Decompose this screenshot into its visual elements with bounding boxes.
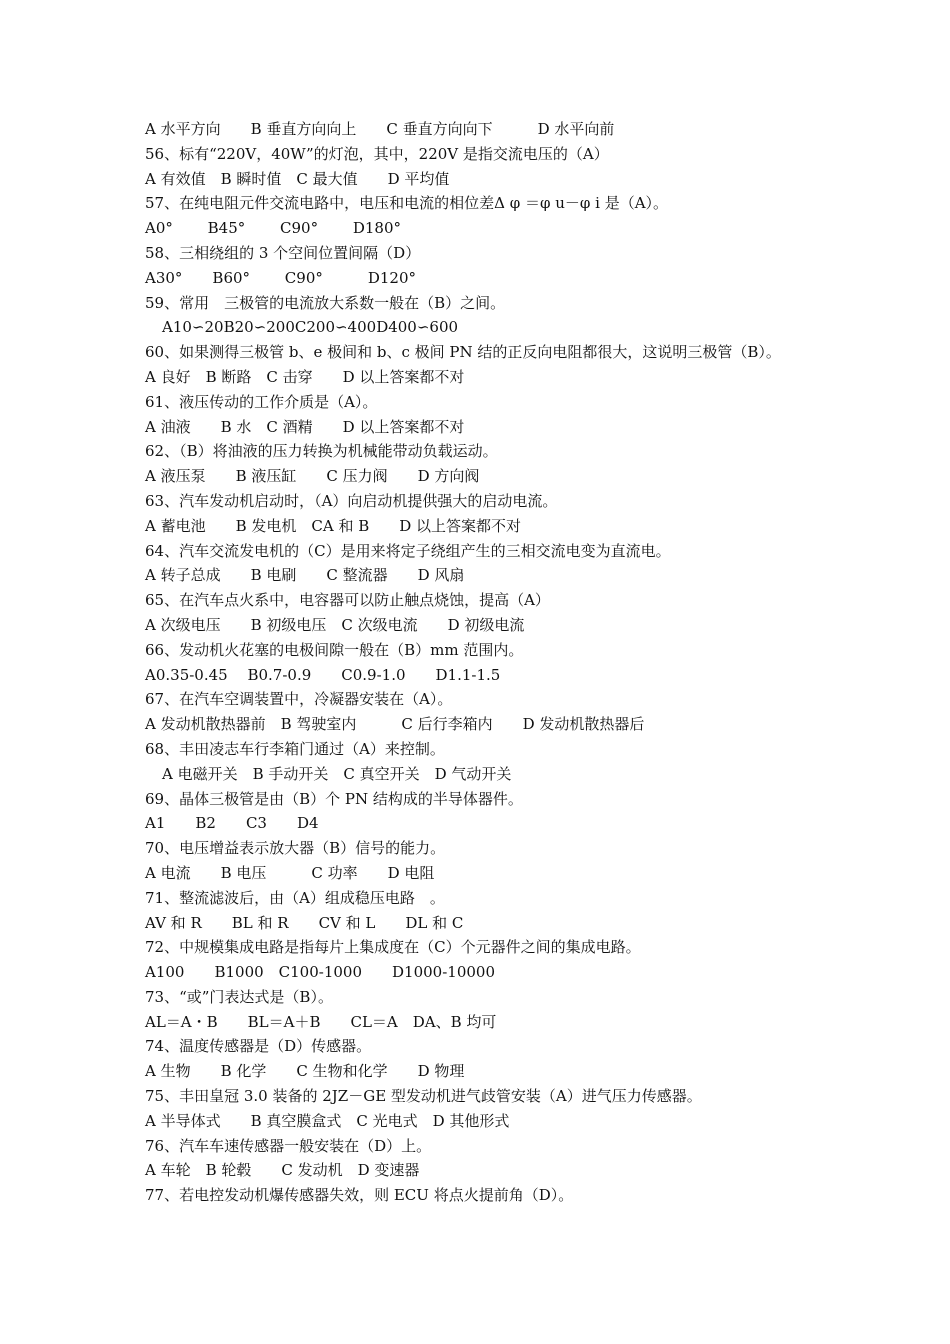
question-57: 57、在纯电阻元件交流电路中，电压和电流的相位差Δ φ ＝φ u－φ i 是（A）。: [145, 194, 669, 213]
answer-options-57: A0° B45° C90° D180°: [145, 219, 402, 238]
answer-options-65: A 次级电压 B 初级电压 C 次级电流 D 初级电流: [145, 615, 525, 634]
question-68: 68、丰田凌志车行李箱门通过（A）来控制。: [145, 739, 445, 758]
answer-options-68: A 电磁开关 B 手动开关 C 真空开关 D 气动开关: [162, 764, 512, 783]
answer-options-61: A 油液 B 水 C 酒精 D 以上答案都不对: [145, 417, 465, 436]
answer-options-70: A 电流 B 电压 C 功率 D 电阻: [145, 863, 435, 882]
question-58: 58、三相绕组的 3 个空间位置间隔（D）: [145, 243, 421, 262]
answer-options-69: A1 B2 C3 D4: [145, 814, 319, 833]
answer-options-66: A0.35-0.45 B0.7-0.9 C0.9-1.0 D1.1-1.5: [145, 665, 501, 684]
question-73: 73、“或”门表达式是（B）。: [145, 987, 333, 1006]
question-67: 67、在汽车空调装置中，冷凝器安装在（A）。: [145, 690, 453, 709]
answer-options-59: A10∽20B20∽200C200∽400D400∽600: [162, 318, 459, 337]
answer-options-60: A 良好 B 断路 C 击穿 D 以上答案都不对: [145, 367, 465, 386]
question-75: 75、丰田皇冠 3.0 装备的 2JZ－GE 型发动机进气歧管安装（A）进气压力传感器。: [145, 1087, 702, 1106]
question-60: 60、如果测得三极管 b、e 极间和 b、c 极间 PN 结的正反向电阻都很大，这说明三极管（B）。: [145, 343, 781, 362]
answer-options-64: A 转子总成 B 电刷 C 整流器 D 风扇: [145, 566, 465, 585]
question-69: 69、晶体三极管是由（B）个 PN 结构成的半导体器件。: [145, 789, 523, 808]
question-64: 64、汽车交流发电机的（C）是用来将定子绕组产生的三相交流电变为直流电。: [145, 541, 671, 560]
question-77: 77、若电控发动机爆传感器失效，则 ECU 将点火提前角（D）。: [145, 1186, 574, 1205]
answer-options-55: A 水平方向 B 垂直方向向上 C 垂直方向向下 D 水平向前: [145, 120, 615, 138]
question-63: 63、汽车发动机启动时，（A）向启动机提供强大的启动电流。: [145, 491, 558, 510]
document-page: [145, 117, 885, 1208]
question-66: 66、发动机火花塞的电极间隙一般在（B）mm 范围内。: [145, 640, 524, 659]
question-65: 65、在汽车点火系中，电容器可以防止触点烧蚀，提高（A）: [145, 591, 550, 610]
question-76: 76、汽车车速传感器一般安装在（D）上。: [145, 1136, 432, 1155]
question-70: 70、电压增益表示放大器（B）信号的能力。: [145, 839, 446, 858]
answer-options-74: A 生物 B 化学 C 生物和化学 D 物理: [145, 1062, 465, 1081]
answer-options-73: AL＝A・B BL＝A＋B CL＝A DA、B 均可: [145, 1012, 497, 1031]
question-61: 61、液压传动的工作介质是（A）。: [145, 392, 378, 411]
question-59: 59、常用 三极管的电流放大系数一般在（B）之间。: [145, 293, 506, 312]
question-71: 71、整流滤波后，由（A）组成稳压电路 。: [145, 888, 445, 907]
answer-options-67: A 发动机散热器前 B 驾驶室内 C 后行李箱内 D 发动机散热器后: [145, 715, 645, 734]
question-74: 74、温度传感器是（D）传感器。: [145, 1037, 372, 1056]
answer-options-62: A 液压泵 B 液压缸 C 压力阀 D 方向阀: [145, 467, 480, 486]
answer-options-72: A100 B1000 C100-1000 D1000-10000: [145, 963, 495, 982]
answer-options-76: A 车轮 B 轮毂 C 发动机 D 变速器: [145, 1161, 420, 1180]
answer-options-56: A 有效值 B 瞬时值 C 最大值 D 平均值: [145, 169, 450, 188]
question-62: 62、（B）将油液的压力转换为机械能带动负载运动。: [145, 442, 498, 461]
answer-options-58: A30° B60° C90° D120°: [145, 268, 417, 287]
question-56: 56、标有“220V，40W”的灯泡，其中，220V 是指交流电压的（A）: [145, 144, 609, 163]
answer-options-63: A 蓄电池 B 发电机 CA 和 B D 以上答案都不对: [145, 516, 522, 535]
answer-options-75: A 半导体式 B 真空膜盒式 C 光电式 D 其他形式: [145, 1111, 510, 1130]
answer-options-71: AV 和 R BL 和 R CV 和 L DL 和 C: [145, 913, 464, 932]
question-72: 72、中规模集成电路是指每片上集成度在（C）个元器件之间的集成电路。: [145, 938, 641, 957]
